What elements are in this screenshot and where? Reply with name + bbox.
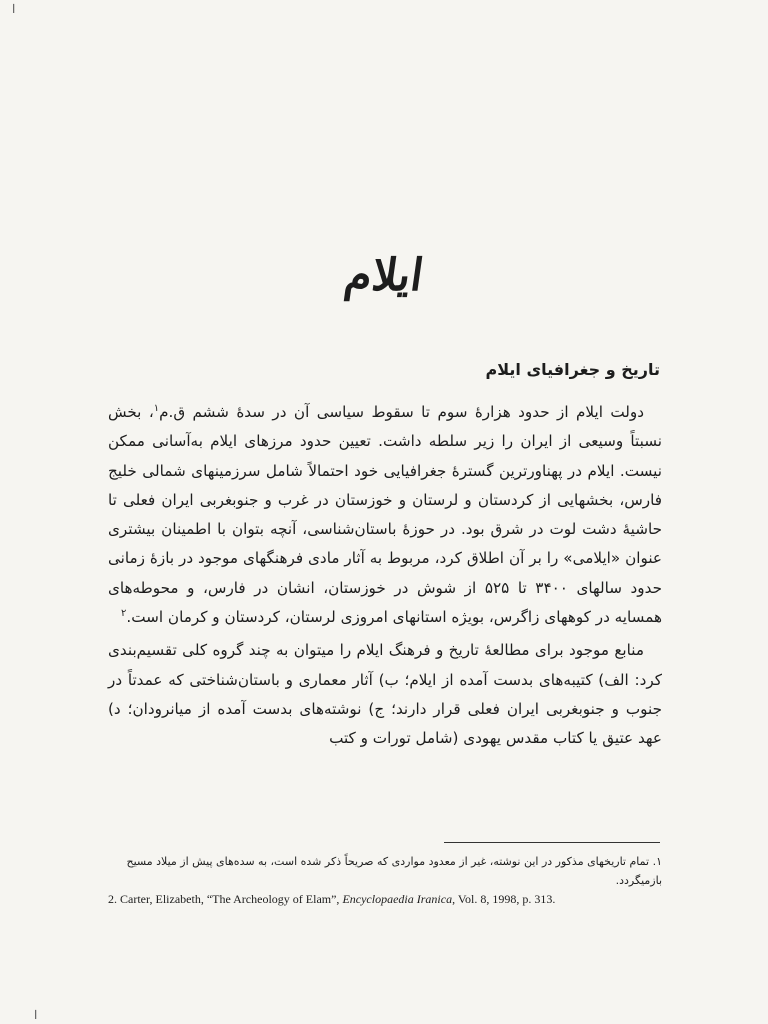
footnote-2 xyxy=(108,890,662,909)
footnote-1: ۱. تمام تاریخهای مذکور در این نوشته، غیر از معدود مواردی که صریحاً ذکر شده است، به سده‌های پیش از میلاد مسیح بازمیگردد. xyxy=(126,855,662,887)
paragraph-1 xyxy=(108,398,662,632)
paragraph-2: منابع موجود برای مطالعهٔ تاریخ و فرهنگ ایلام را میتوان به چند گروه کلی تقسیم‌بندی کرد: الف) کتیبه‌های بدست آمده از ایلام؛ ب) آثار معماری و باستان‌شناختی که عمدتاً در جنوب و جنوبغربی ایران فعلی قرار دارند؛ ج) نوشته‌های بدست آمده از میانرودان؛ د) عهد عتیق یا کتاب مقدس یهودی (شامل تورات و کتب xyxy=(108,641,662,748)
chapter-title: ایلام xyxy=(341,250,427,301)
footnote-ref-1[interactable]: ۱ xyxy=(153,402,160,414)
paragraph-1-start: دولت ایلام از حدود هزارهٔ سوم تا سقوط سیاسی آن در سدهٔ ششم ق.م xyxy=(159,403,644,421)
footnote-2-source: Encyclopaedia Iranica xyxy=(342,892,453,906)
corner-mark-top: ا xyxy=(12,2,16,16)
footnotes xyxy=(108,852,662,909)
section-heading: تاریخ و جغرافیای ایلام xyxy=(485,360,660,379)
footnote-divider xyxy=(444,842,660,843)
body-text xyxy=(108,398,662,754)
paragraph-1-rest: ، بخش نسبتاً وسیعی از ایران را زیر سلطه داشت. تعیین حدود مرزهای ایلام به‌آسانی ممکن نیست. ایلام در پهناورترین گسترهٔ جغرافیایی خود احتمالاً شامل سرزمینهای شمالی خلیج فارس، بخشهایی از کردستان و لرستان و خوزستان در غرب و جنوبغربی ایران فعلی تا حاشیهٔ دشت لوت در شرق بود. در حوزهٔ باستان‌شناسی، آنچه بتوان با اطمینان بیشتری عنوان «ایلامی» را بر آن اطلاق کرد، مربوط به آثار مادی فرهنگهای موجود در بازهٔ زمانی حدود سالهای ۳۴۰۰ تا ۵۲۵ از شوش در خوزستان، انشان در فارس، و محوطه‌های همسایه در کوههای زاگرس، بویژه استانهای امروزی لرستان، کردستان و کرمان است. xyxy=(108,403,663,627)
footnote-2-details: , Vol. 8, 1998, p. 313. xyxy=(452,892,556,906)
footnote-2-citation: 2. Carter, Elizabeth, “The Archeology of Elam”, xyxy=(108,892,343,906)
footnote-ref-2[interactable]: ۲ xyxy=(121,608,127,620)
corner-mark-bottom: ا xyxy=(34,1008,38,1022)
